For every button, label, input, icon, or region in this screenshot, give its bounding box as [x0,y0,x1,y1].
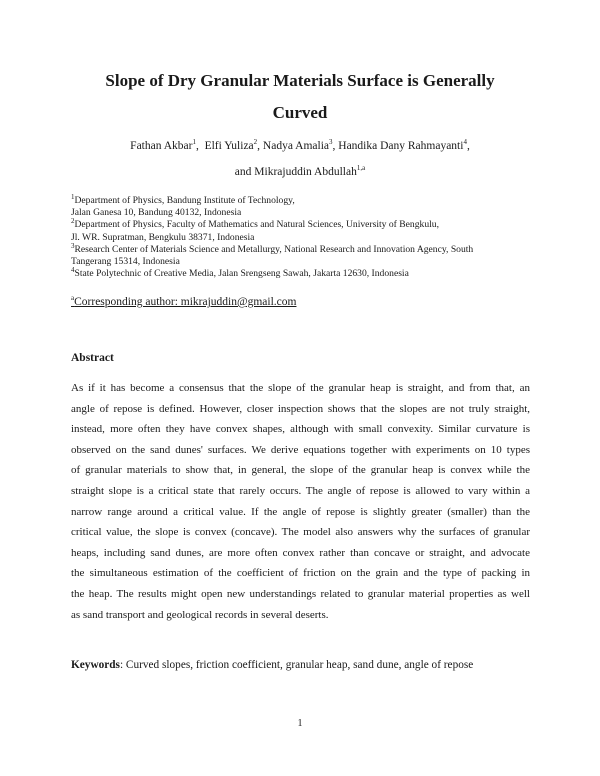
abstract-line: instead, more often they have convex shapes, although with small convexity. Similar curvature is [71,423,530,436]
author-affil-mark: 1,a [356,164,366,173]
author-affil-mark: 3 [329,138,333,147]
abstract-line: As if it has become a consensus that the slope of the granular heap is straight, and from that, an [71,382,530,394]
page-number: 1 [297,718,303,729]
author-name: Nadya Amalia [262,140,330,152]
abstract-line: angle of repose is defined. However, closer inspection shows that the slopes are not truly straight, [71,402,530,415]
affiliation-line: $^4$State Polytechnic of Creative Media, Jalan Srengseng Sawah, Jakarta 12630, Indonesia [71,266,409,280]
affiliations [71,192,541,280]
paper-title-line-1: Slope of Dry Granular Materials Surface is Generally [105,71,495,90]
affiliation-line: $^3$Research Center of Materials Science and Metallurgy, National Research and Innovation Agency, South [71,241,474,255]
author-name: Fathan Akbar [130,140,193,152]
affiliation-line: Jalan Ganesa 10, Bandung 40132, Indonesia [71,207,242,219]
author-affil-mark: 1 [192,138,196,147]
corresponding-author-link[interactable]: $^a$Corresponding author: mikrajuddin@gmail.com [71,294,297,308]
affiliation-line: $^2$Department of Physics, Faculty of Mathematics and Natural Sciences, University of Bengkulu, [71,217,439,231]
abstract-line: the heap. The results might open new understandings related to granular material properties as well [71,587,530,600]
abstract-line: narrow range around a critical value. If the angle of repose is slightly greater (smaller) than the [71,505,530,518]
author-name: Mikrajuddin Abdullah [254,166,357,178]
author-name: Elfi Yuliza [204,140,254,152]
abstract-line: critical value, the slope is convex (concave). The model also answers why the surfaces of granular [71,526,530,539]
affiliation-line: Tangerang 15314, Indonesia [71,256,180,268]
abstract-line: straight slope is a critical state that rarely occurs. The angle of repose is allowed to vary within a [71,484,530,497]
author-list-line-2 [70,166,530,178]
abstract-line: as sand transport and geological records in several deserts. [71,608,329,621]
author-affil-mark: 2 [253,138,258,147]
affiliation-line: Jl. WR. Supratman, Bengkulu 38371, Indonesia [71,231,255,243]
author-name: Handika Dany Rahmayanti [338,140,464,152]
affiliation-line: $^1$Department of Physics, Bandung Institute of Technology, [71,192,295,206]
abstract-line: heaps, including sand dunes, are more often convex rather than concave or straight, and advocate [71,546,530,559]
abstract-heading: Abstract [71,352,114,364]
author-affil-mark: 4 [463,138,467,147]
abstract-body [71,378,530,625]
abstract-line: of granular materials to show that, in general, the slope of the granular heap is convex while the [71,464,530,477]
abstract-line: observed on the sand dunes' surfaces. We derive equations together with experiments on 10 types [71,443,530,456]
author-list: Fathan Akbar$^1$, Elfi Yuliza$^2$, Nadya Amalia$^3$, Handika Dany Rahmayanti$^4$, [130,138,470,152]
paper-title-line-2: Curved [272,103,328,122]
keywords [71,659,473,671]
keywords-label: Keywords [71,659,120,671]
keywords-text: : Curved slopes, friction coefficient, granular heap, sand dune, angle of repose [119,659,474,671]
author-conjunction: and [234,166,255,178]
abstract-line: the simultaneous estimation of the coefficient of friction on the grain and the type of packing in [71,567,530,580]
